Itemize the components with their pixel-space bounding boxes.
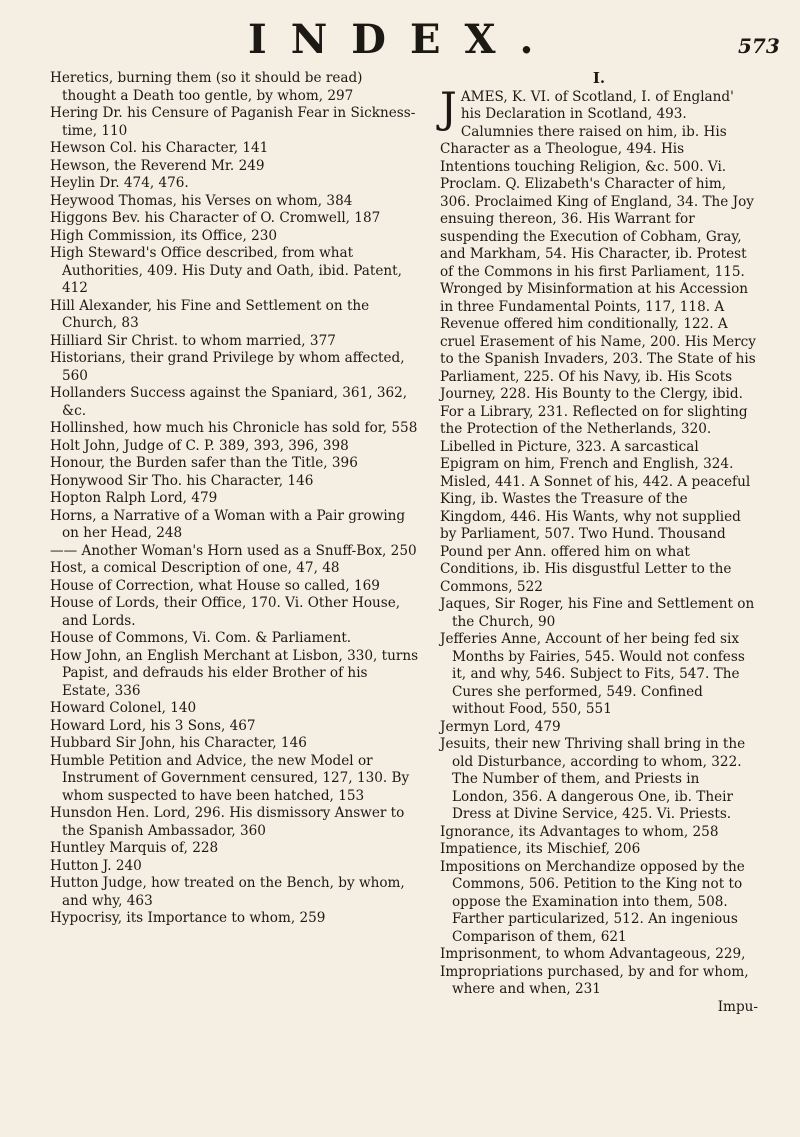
index-entry: Hopton Ralph Lord, 479 [50,490,218,506]
index-entry: Host, a comical Description of one, 47, 48 [50,560,340,576]
index-entry: Hypocrisy, its Importance to whom, 259 [50,910,326,926]
page-number: 573 [738,34,780,58]
index-entry-text: AMES, K. VI. of Scotland, I. of England' his Declaration in Scotland, 493. Calumnies there raised on him, ib. His Character as a Theologue, 494. His Intentions touching Religion, &c. 500. Vi. Proclam. Q. Elizabeth's Character of him, 306. Proclaimed King of England, 34. The Joy ensuing thereon, 36. His Warrant for suspending the Execution of Cobham, Gray, and Markham, 54. His Character, ib. Protest of the Commons in his first Parliament, 115. Wronged by Misinformation at his Accession in three Fundamental Points, 117, 118. A Revenue offered him conditionally, 122. A cruel Erasement of his Name, 200. His Mercy to the Spanish Invaders, 203. The State of his Parliament, 225. Of his Navy, ib. His Scots Journey, 228. His Bounty to the Clergy, ibid. For a Library, 231. Reflected on for slighting the Protection of the Netherlands, 320. Libelled in Picture, 323. A sarcastical Epigram on him, French and English, 324. Misled, 441. A Sonnet of his, 442. A peaceful King, ib. Wastes the Treasure of the Kingdom, 446. His Wants, why not supplied by Parliament, 507. Two Hund. Thousand Pound per Ann. offered him on what Conditions, ib. His disgustful Letter to the Commons, 522 [440,88,756,595]
index-entry: Jesuits, their new Thriving shall bring in the old Disturbance, according to whom, 322. The Number of them, and Priests in London, 356. A dangerous One, ib. Their Dress at Divine Service, 425. Vi. Priests. [440,736,746,822]
index-entry: Horns, a Narrative of a Woman with a Pair growing on her Head, 248 [50,507,406,541]
index-entry: Hubbard Sir John, his Character, 146 [50,735,307,751]
index-entry: How John, an English Merchant at Lisbon, 330, turns Papist, and defrauds his elder Brother of his Estate, 336 [50,647,419,699]
catchword: Impu- [717,998,758,1015]
index-entry: Honywood Sir Tho. his Character, 146 [50,472,314,489]
drop-cap: J [440,82,457,132]
index-entry: House of Correction, what House so called, 169 [50,577,380,594]
index-entry: Howard Lord, his 3 Sons, 467 [50,717,256,734]
index-entry: Howard Colonel, 140 [50,700,197,716]
index-entry: —— Another Woman's Horn used as a Snuff-Box, 250 [50,542,417,559]
index-entry: Hilliard Sir Christ. to whom married, 377 [50,332,336,349]
index-entry-james [440,82,758,597]
index-entry: House of Lords, their Office, 170. Vi. Other House, and Lords. [50,595,401,629]
running-head [0,14,800,64]
index-entry: Hewson Col. his Character, 141 [50,140,269,156]
section-letter-heading: I. [592,69,606,87]
index-entry: Hering Dr. his Censure of Paganish Fear in Sickness-time, 110 [50,105,416,139]
index-entry: Humble Petition and Advice, the new Model or Instrument of Government censured, 127, 130. By whom suspected to have been hatched, 153 [50,752,410,804]
right-index-column [440,70,758,1016]
index-entry: Jefferies Anne, Account of her being fed six Months by Fairies, 545. Would not confess it, and why, 546. Subject to Fits, 547. The Cures she performed, 549. Confined without Food, 550, 551 [440,631,745,717]
left-index-column [50,70,420,928]
running-title: INDEX. [248,16,558,63]
index-entry: Hill Alexander, his Fine and Settlement on the Church, 83 [50,297,370,331]
index-entry: High Commission, its Office, 230 [50,227,278,244]
index-entry: Impatience, its Mischief, 206 [440,841,641,857]
index-entry: Historians, their grand Privilege by whom affected, 560 [50,350,405,384]
index-entry: Jaques, Sir Roger, his Fine and Settlement on the Church, 90 [440,596,755,630]
index-entry: Hutton J. 240 [50,857,142,874]
index-entry: Holt John, Judge of C. P. 389, 393, 396, 398 [50,437,349,454]
index-entry: Heylin Dr. 474, 476. [50,175,189,191]
index-entry: Impropriations purchased, by and for whom, where and when, 231 [440,963,749,997]
index-entry: Heretics, burning them (so it should be read) thought a Death too gentle, by whom, 297 [50,70,363,104]
index-entry: Jermyn Lord, 479 [440,718,561,735]
index-entry: Hollanders Success against the Spaniard, 361, 362, &c. [50,385,408,419]
index-entry: Imprisonment, to whom Advantageous, 229, [440,946,746,962]
index-entry: Huntley Marquis of, 228 [50,840,219,856]
index-entry: Hutton Judge, how treated on the Bench, by whom, and why, 463 [50,875,405,909]
index-entry: House of Commons, Vi. Com. & Parliament. [50,630,352,646]
index-entry: Higgons Bev. his Character of O. Cromwell, 187 [50,210,381,226]
index-entry: High Steward's Office described, from what Authorities, 409. His Duty and Oath, ibid. Patent, 412 [50,245,402,296]
index-entry: Impositions on Merchandize opposed by the Commons, 506. Petition to the King not to oppose the Examination into them, 508. Farther particularized, 512. An ingenious Comparison of them, 621 [440,858,745,945]
index-entry: Ignorance, its Advantages to whom, 258 [440,823,719,840]
index-entry: Hewson, the Reverend Mr. 249 [50,157,265,174]
index-entry: Hunsdon Hen. Lord, 296. His dismissory Answer to the Spanish Ambassador, 360 [50,805,405,839]
index-entry: Honour, the Burden safer than the Title, 396 [50,455,358,471]
index-entry: Hollinshed, how much his Chronicle has sold for, 558 [50,420,418,436]
index-entry: Heywood Thomas, his Verses on whom, 384 [50,192,353,209]
